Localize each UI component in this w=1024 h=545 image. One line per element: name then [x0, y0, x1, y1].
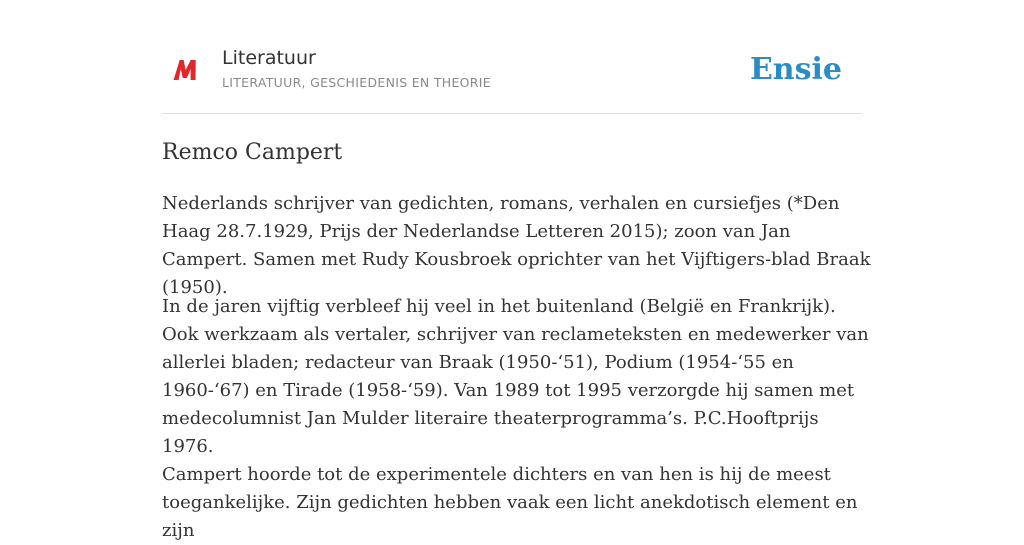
m-logo-icon[interactable] — [172, 57, 198, 83]
article-title: Remco Campert — [162, 140, 343, 165]
article-paragraph: In de jaren vijftig verbleef hij veel in het buitenland (België en Frankrijk). Ook werkzaam als vertaler, schrijver van reclameteksten en medewerker van allerlei bladen; redacteur van Braak (1950-‘51), Podium (1954-‘55 en 1960-‘67) en Tirade (1958-‘59). Van 1989 tot 1995 verzorgde hij samen met medecolumnist Jan Mulder literaire theaterprogramma’s. P.C.Hooftprijs 1976. — [162, 296, 869, 457]
site-header — [162, 0, 862, 114]
category-link[interactable]: Literatuur — [222, 47, 316, 69]
category-subtitle: LITERATUUR, GESCHIEDENIS EN THEORIE — [222, 75, 491, 90]
article-paragraph: Nederlands schrijver van gedichten, romans, verhalen en cursiefjes (*Den Haag 28.7.1929, Prijs der Nederlandse Letteren 2015); zoon van Jan Campert. Samen met Rudy Kousbroek oprichter van het Vijftigers-blad Braak (1950). — [162, 193, 871, 298]
brand-logo[interactable]: Ensie — [749, 52, 842, 87]
article-paragraph: Campert hoorde tot de experimentele dichters en van hen is hij de meest toegankelijke. Zijn gedichten hebben vaak een licht anekdotisch element en zijn — [162, 464, 858, 541]
